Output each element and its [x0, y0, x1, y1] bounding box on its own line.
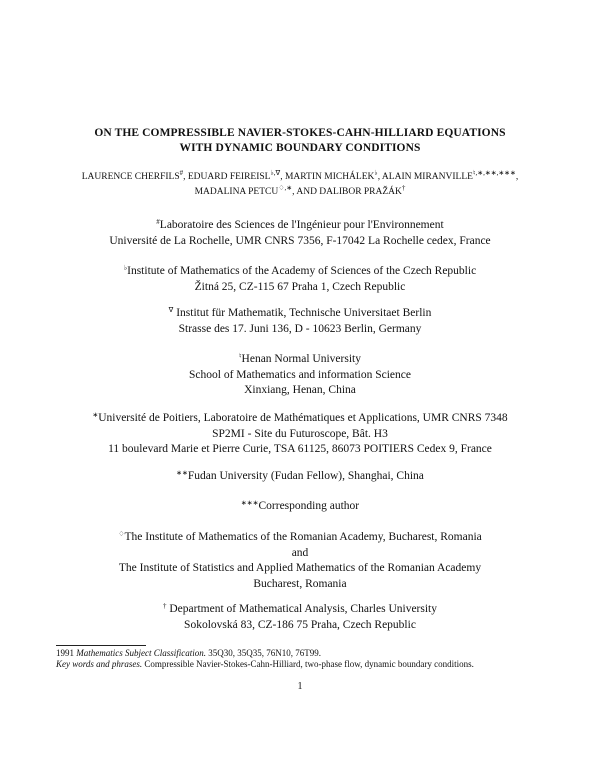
author-mark: ♭,∇ — [270, 169, 281, 177]
affiliation-mark: ♢ — [118, 530, 125, 538]
affiliation-mark: ∗∗ — [176, 469, 188, 477]
affiliation-line: The Institute of Statistics and Applied Mathematics of the Romanian Academy — [118, 562, 482, 574]
footnote-msc: 1991 Mathematics Subject Classification. 35Q30, 35Q35, 76N10, 76T99. — [56, 648, 321, 658]
author-separator: , — [515, 172, 519, 182]
affiliation-line: School of Mathematics and information Science — [189, 368, 411, 381]
affiliation-line: ∗Université de Poitiers, Laboratoire de Mathématiques et Applications, UMR CNRS 7348 — [92, 411, 508, 424]
footnotes — [56, 648, 544, 670]
affiliation-mark: † — [162, 602, 167, 610]
affiliation-la-rochelle — [40, 218, 560, 249]
footnote-rule — [56, 645, 146, 646]
affiliation-mark: ∗ — [92, 411, 99, 419]
affiliation-fudan — [40, 469, 560, 485]
affiliation-mark: ∗∗∗ — [240, 499, 259, 507]
affiliation-line: 11 boulevard Marie et Pierre Curie, TSA 61125, 86073 POITIERS Cedex 9, France — [108, 443, 492, 455]
affiliation-line: † Department of Mathematical Analysis, Charles University — [162, 602, 437, 615]
affiliation-line: ♢The Institute of Mathematics of the Romanian Academy, Bucharest, Romania — [118, 530, 482, 543]
affiliation-line: Université de La Rochelle, UMR CNRS 7356, F-17042 La Rochelle cedex, France — [109, 234, 491, 247]
author-name: LAURENCE CHERFILS — [81, 172, 180, 182]
affiliation-line: SP2MI - Site du Futuroscope, Bât. H3 — [212, 427, 388, 440]
affiliation-line: ♭Institute of Mathematics of the Academy of Sciences of the Czech Republic — [123, 264, 477, 277]
affiliation-corresponding — [40, 499, 560, 515]
affiliation-mark: ♮ — [239, 352, 242, 360]
author-mark: ♢,∗ — [278, 183, 293, 192]
author-name: MADALINA PETCU — [194, 186, 279, 197]
affiliation-line: ∗∗Fudan University (Fudan Fellow), Shanghai, China — [176, 469, 424, 482]
affiliation-henan — [40, 352, 560, 399]
author-list — [40, 170, 560, 199]
paper-title — [40, 126, 560, 156]
author-mark: # — [179, 169, 184, 177]
title-line-1: ON THE COMPRESSIBLE NAVIER-STOKES-CAHN-HILLIARD EQUATIONS — [94, 127, 506, 139]
author-mark: † — [401, 183, 406, 192]
affiliation-poitiers — [40, 411, 560, 458]
author-name: , MARTIN MICHÁLEK — [280, 172, 375, 182]
affiliation-tu-berlin — [40, 306, 560, 337]
affiliation-line: #Laboratoire des Sciences de l'Ingénieur pour l'Environnement — [156, 218, 444, 231]
affiliation-line: Sokolovská 83, CZ-186 75 Praha, Czech Republic — [184, 618, 416, 631]
author-line-1 — [40, 170, 560, 185]
page-number: 1 — [297, 681, 303, 692]
author-mark: ♮,∗,∗∗,∗∗∗ — [472, 169, 516, 177]
msc-codes: 35Q30, 35Q35, 76N10, 76T99. — [206, 648, 321, 658]
author-line-2 — [40, 185, 560, 200]
affiliation-line: Xinxiang, Henan, China — [244, 384, 356, 396]
keywords-label: Key words and phrases. — [56, 659, 143, 669]
author-mark: ♭ — [374, 169, 378, 177]
affiliation-charles-university — [40, 602, 560, 633]
affiliation-mark: # — [156, 218, 160, 226]
affiliation-line: ∗∗∗Corresponding author — [240, 499, 360, 512]
affiliation-mark: ♭ — [123, 264, 128, 272]
footnote-keywords — [56, 659, 544, 670]
author-name: , ALAIN MIRANVILLE — [377, 172, 473, 182]
affiliation-line: Bucharest, Romania — [253, 577, 347, 590]
affiliation-line: ∇ Institut für Mathematik, Technische Universitaet Berlin — [168, 306, 432, 319]
author-name: , EDUARD FEIREISL — [183, 172, 271, 182]
affiliation-line: ♮Henan Normal University — [239, 352, 361, 365]
keywords-text: Compressible Navier-Stokes-Cahn-Hilliard, two-phase flow, dynamic boundary conditions. — [142, 659, 474, 669]
affiliation-line: Strasse des 17. Juni 136, D - 10623 Berlin, Germany — [178, 322, 422, 335]
affiliation-romanian-academy — [40, 530, 560, 592]
affiliation-line: and — [291, 546, 309, 559]
author-name: , AND DALIBOR PRAŽÁK — [292, 186, 402, 197]
affiliation-mark: ∇ — [168, 306, 174, 314]
affiliation-line: Žitná 25, CZ-115 67 Praha 1, Czech Republic — [194, 280, 406, 293]
msc-label: Mathematics Subject Classification. — [76, 648, 206, 658]
affiliation-czech-academy — [40, 264, 560, 295]
title-line-2: WITH DYNAMIC BOUNDARY CONDITIONS — [179, 142, 421, 154]
